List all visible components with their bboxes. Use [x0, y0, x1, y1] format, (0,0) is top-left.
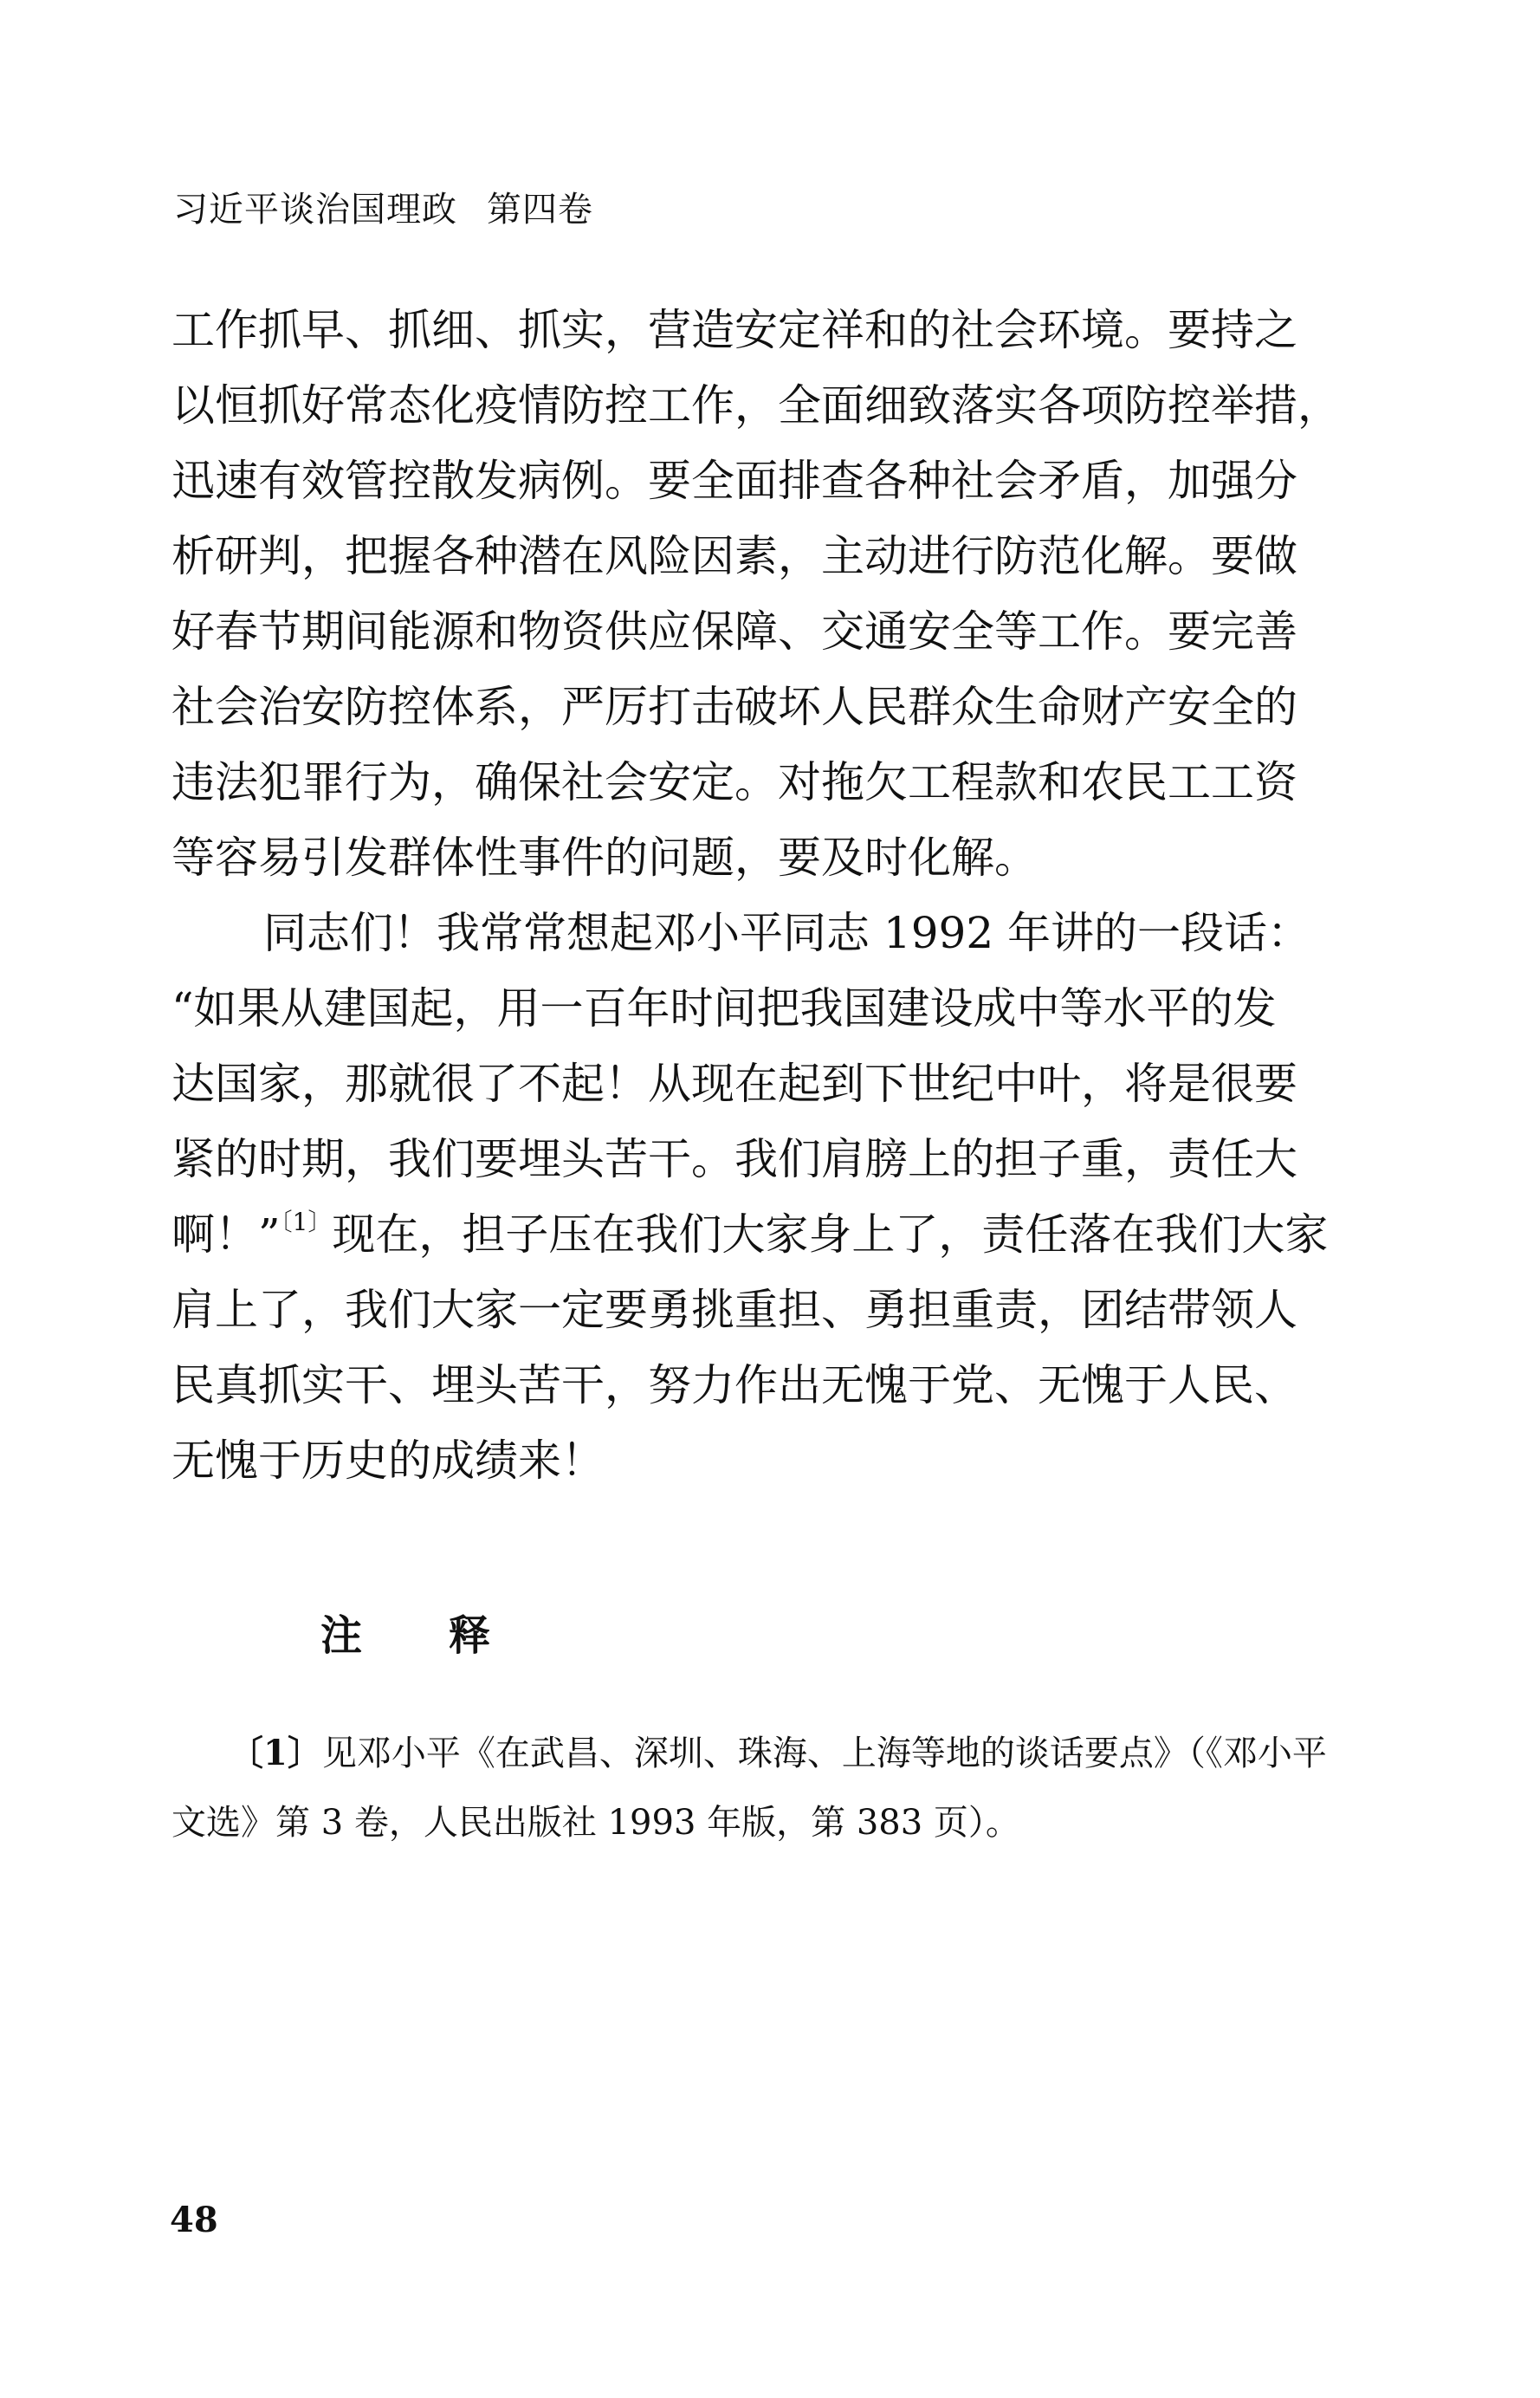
body-text — [171, 293, 1367, 1499]
note-text: 见邓小平《在武昌、深圳、珠海、上海等地的谈话要点》（《邓小平 — [321, 1734, 1327, 1773]
text-line: 达国家，那就很了不起！从现在起到下世纪中叶，将是很要 — [171, 1059, 1297, 1109]
notes-heading-char: 释 — [449, 1611, 491, 1660]
note-item-continuation: 文选》第 3 卷，人民出版社 1993 年版，第 383 页）。 — [171, 1803, 1020, 1843]
text-line: 等容易引发群体性事件的问题，要及时化解。 — [171, 833, 1038, 883]
note-number: 〔1〕 — [229, 1733, 322, 1773]
text-line: 民真抓实干、埋头苦干，努力作出无愧于党、无愧于人民、 — [171, 1360, 1297, 1410]
text-line: 以恒抓好常态化疫情防控工作，全面细致落实各项防控举措， — [171, 380, 1341, 431]
text-line: “如果从建国起，用一百年时间把我国建设成中等水平的发 — [171, 983, 1277, 1034]
notes-heading — [320, 1610, 490, 1662]
line-continuation: 现在，担子压在我们大家身上了，责任落在我们大家 — [332, 1209, 1329, 1260]
running-head — [173, 185, 593, 234]
text-line: 迅速有效管控散发病例。要全面排查各种社会矛盾，加强分 — [171, 456, 1297, 506]
text-line: 工作抓早、抓细、抓实，营造安定祥和的社会环境。要持之 — [171, 305, 1297, 355]
text-line-with-footnote — [171, 1197, 1367, 1273]
notes-section — [171, 1719, 1367, 1857]
text-line: 紧的时期，我们要埋头苦干。我们肩膀上的担子重，责任大 — [171, 1134, 1297, 1184]
text-line: 析研判，把握各种潜在风险因素，主动进行防范化解。要做 — [171, 531, 1297, 581]
text-line: 违法犯罪行为，确保社会安定。对拖欠工程款和农民工工资 — [171, 757, 1297, 807]
text-line: 无愧于历史的成绩来！ — [171, 1436, 605, 1486]
page-number: 48 — [170, 2200, 218, 2240]
text-line: 社会治安防控体系，严厉打击破坏人民群众生命财产安全的 — [171, 682, 1297, 732]
text-line: 好春节期间能源和物资供应保障、交通安全等工作。要完善 — [171, 606, 1297, 657]
volume-label: 第四卷 — [487, 190, 593, 230]
notes-heading-char: 注 — [320, 1611, 363, 1660]
quote-end: 啊！” — [171, 1209, 281, 1260]
footnote-marker[interactable]: 〔1〕 — [280, 1208, 333, 1236]
text-line: 肩上了，我们大家一定要勇挑重担、勇担重责，团结带领人 — [171, 1285, 1297, 1335]
note-item — [171, 1719, 1367, 1788]
text-line: 同志们！我常常想起邓小平同志 1992 年讲的一段话： — [263, 908, 1311, 958]
book-title: 习近平谈治国理政 — [173, 190, 457, 230]
